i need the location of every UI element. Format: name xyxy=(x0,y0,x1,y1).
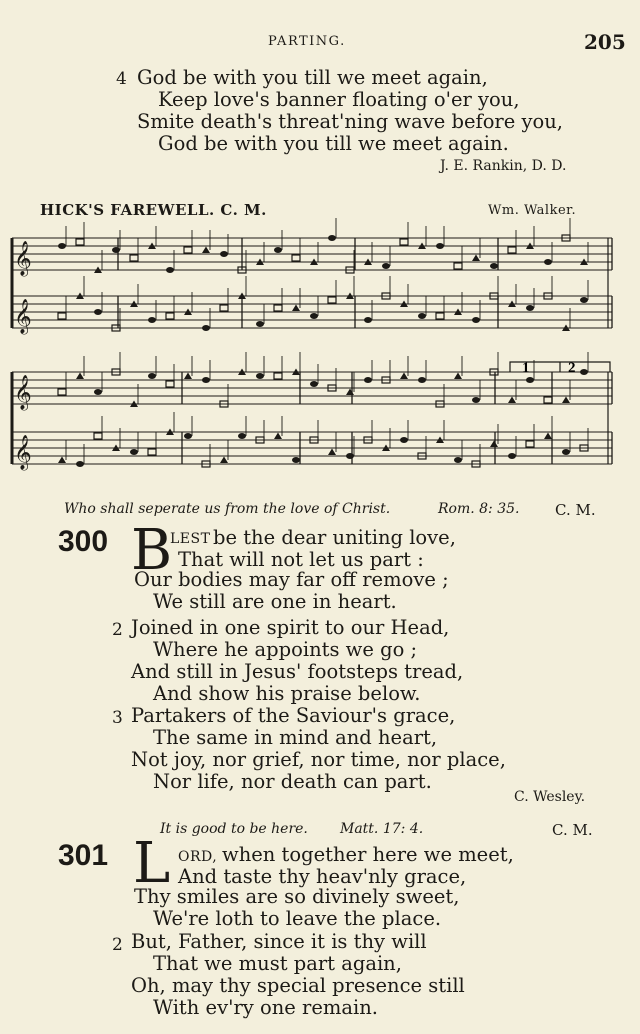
verse-line: We're loth to leave the place. xyxy=(153,907,442,930)
svg-text:𝄞: 𝄞 xyxy=(14,241,32,276)
verse-number: 4 xyxy=(116,69,127,89)
verse-line: Thy smiles are so divinely sweet, xyxy=(134,885,460,908)
meter: C. M. xyxy=(555,501,596,519)
verse-line: Where he appoints we go ; xyxy=(153,638,418,661)
author-credit: C. Wesley. xyxy=(514,789,586,805)
verse-line: be the dear uniting love, xyxy=(213,526,456,549)
verse-line: Keep love's banner floating o'er you, xyxy=(158,88,520,111)
first-word-smallcaps: LEST xyxy=(170,531,211,547)
scripture-text: Who shall seperate us from the love of Christ. xyxy=(64,501,391,517)
running-title: PARTING. xyxy=(268,34,346,49)
ending-mark-1: 1 xyxy=(522,360,530,376)
verse-line: Not joy, nor grief, nor time, nor place, xyxy=(131,748,506,771)
svg-text:𝄞: 𝄞 xyxy=(14,435,32,470)
scripture-reference: Matt. 17: 4. xyxy=(340,821,424,837)
hymn-number: 301 xyxy=(58,839,109,872)
svg-text:𝄞: 𝄞 xyxy=(14,375,32,410)
scripture-reference: Rom. 8: 35. xyxy=(438,501,520,517)
verse-line: And still in Jesus' footsteps tread, xyxy=(131,660,464,683)
verse-line: We still are one in heart. xyxy=(153,590,397,613)
composer-credit: Wm. Walker. xyxy=(488,203,577,218)
first-word-smallcaps: ORD, xyxy=(178,849,218,865)
verse-line: Oh, may thy special presence still xyxy=(131,974,465,997)
verse-number: 2 xyxy=(112,620,123,640)
verse-line: God be with you till we meet again, xyxy=(137,66,488,89)
author-credit: J. E. Rankin, D. D. xyxy=(440,158,567,174)
verse-line: And taste thy heav'nly grace, xyxy=(178,865,467,888)
notes xyxy=(14,218,588,471)
drop-cap: L xyxy=(133,831,171,896)
page-number: 205 xyxy=(584,30,626,54)
verse-number: 2 xyxy=(112,935,123,955)
verse-line: The same in mind and heart, xyxy=(153,726,438,749)
meter: C. M. xyxy=(552,821,593,839)
verse-line: With ev'ry one remain. xyxy=(153,996,378,1019)
verse-line: Nor life, nor death can part. xyxy=(153,770,432,793)
verse-line: Joined in one spirit to our Head, xyxy=(131,616,450,639)
scripture-text: It is good to be here. xyxy=(160,821,308,837)
verse-line: That will not let us part : xyxy=(178,548,424,571)
verse-line: Partakers of the Saviour's grace, xyxy=(131,704,456,727)
verse-line: when together here we meet, xyxy=(222,843,514,866)
verse-line: And show his praise below. xyxy=(153,682,421,705)
verse-number: 3 xyxy=(112,708,123,728)
hymn-number: 300 xyxy=(58,525,109,558)
verse-line: But, Father, since it is thy will xyxy=(131,930,427,953)
verse-line: Smite death's threat'ning wave before you, xyxy=(137,110,564,133)
verse-line: Our bodies may far off remove ; xyxy=(134,568,449,591)
verse-line: God be with you till we meet again. xyxy=(158,132,509,155)
verse-line: That we must part again, xyxy=(153,952,402,975)
tune-name: HICK'S FAREWELL. C. M. xyxy=(40,201,267,219)
drop-cap: B xyxy=(131,518,173,583)
ending-mark-2: 2 xyxy=(568,360,576,376)
svg-text:𝄞: 𝄞 xyxy=(14,299,32,334)
music-score xyxy=(0,0,640,500)
